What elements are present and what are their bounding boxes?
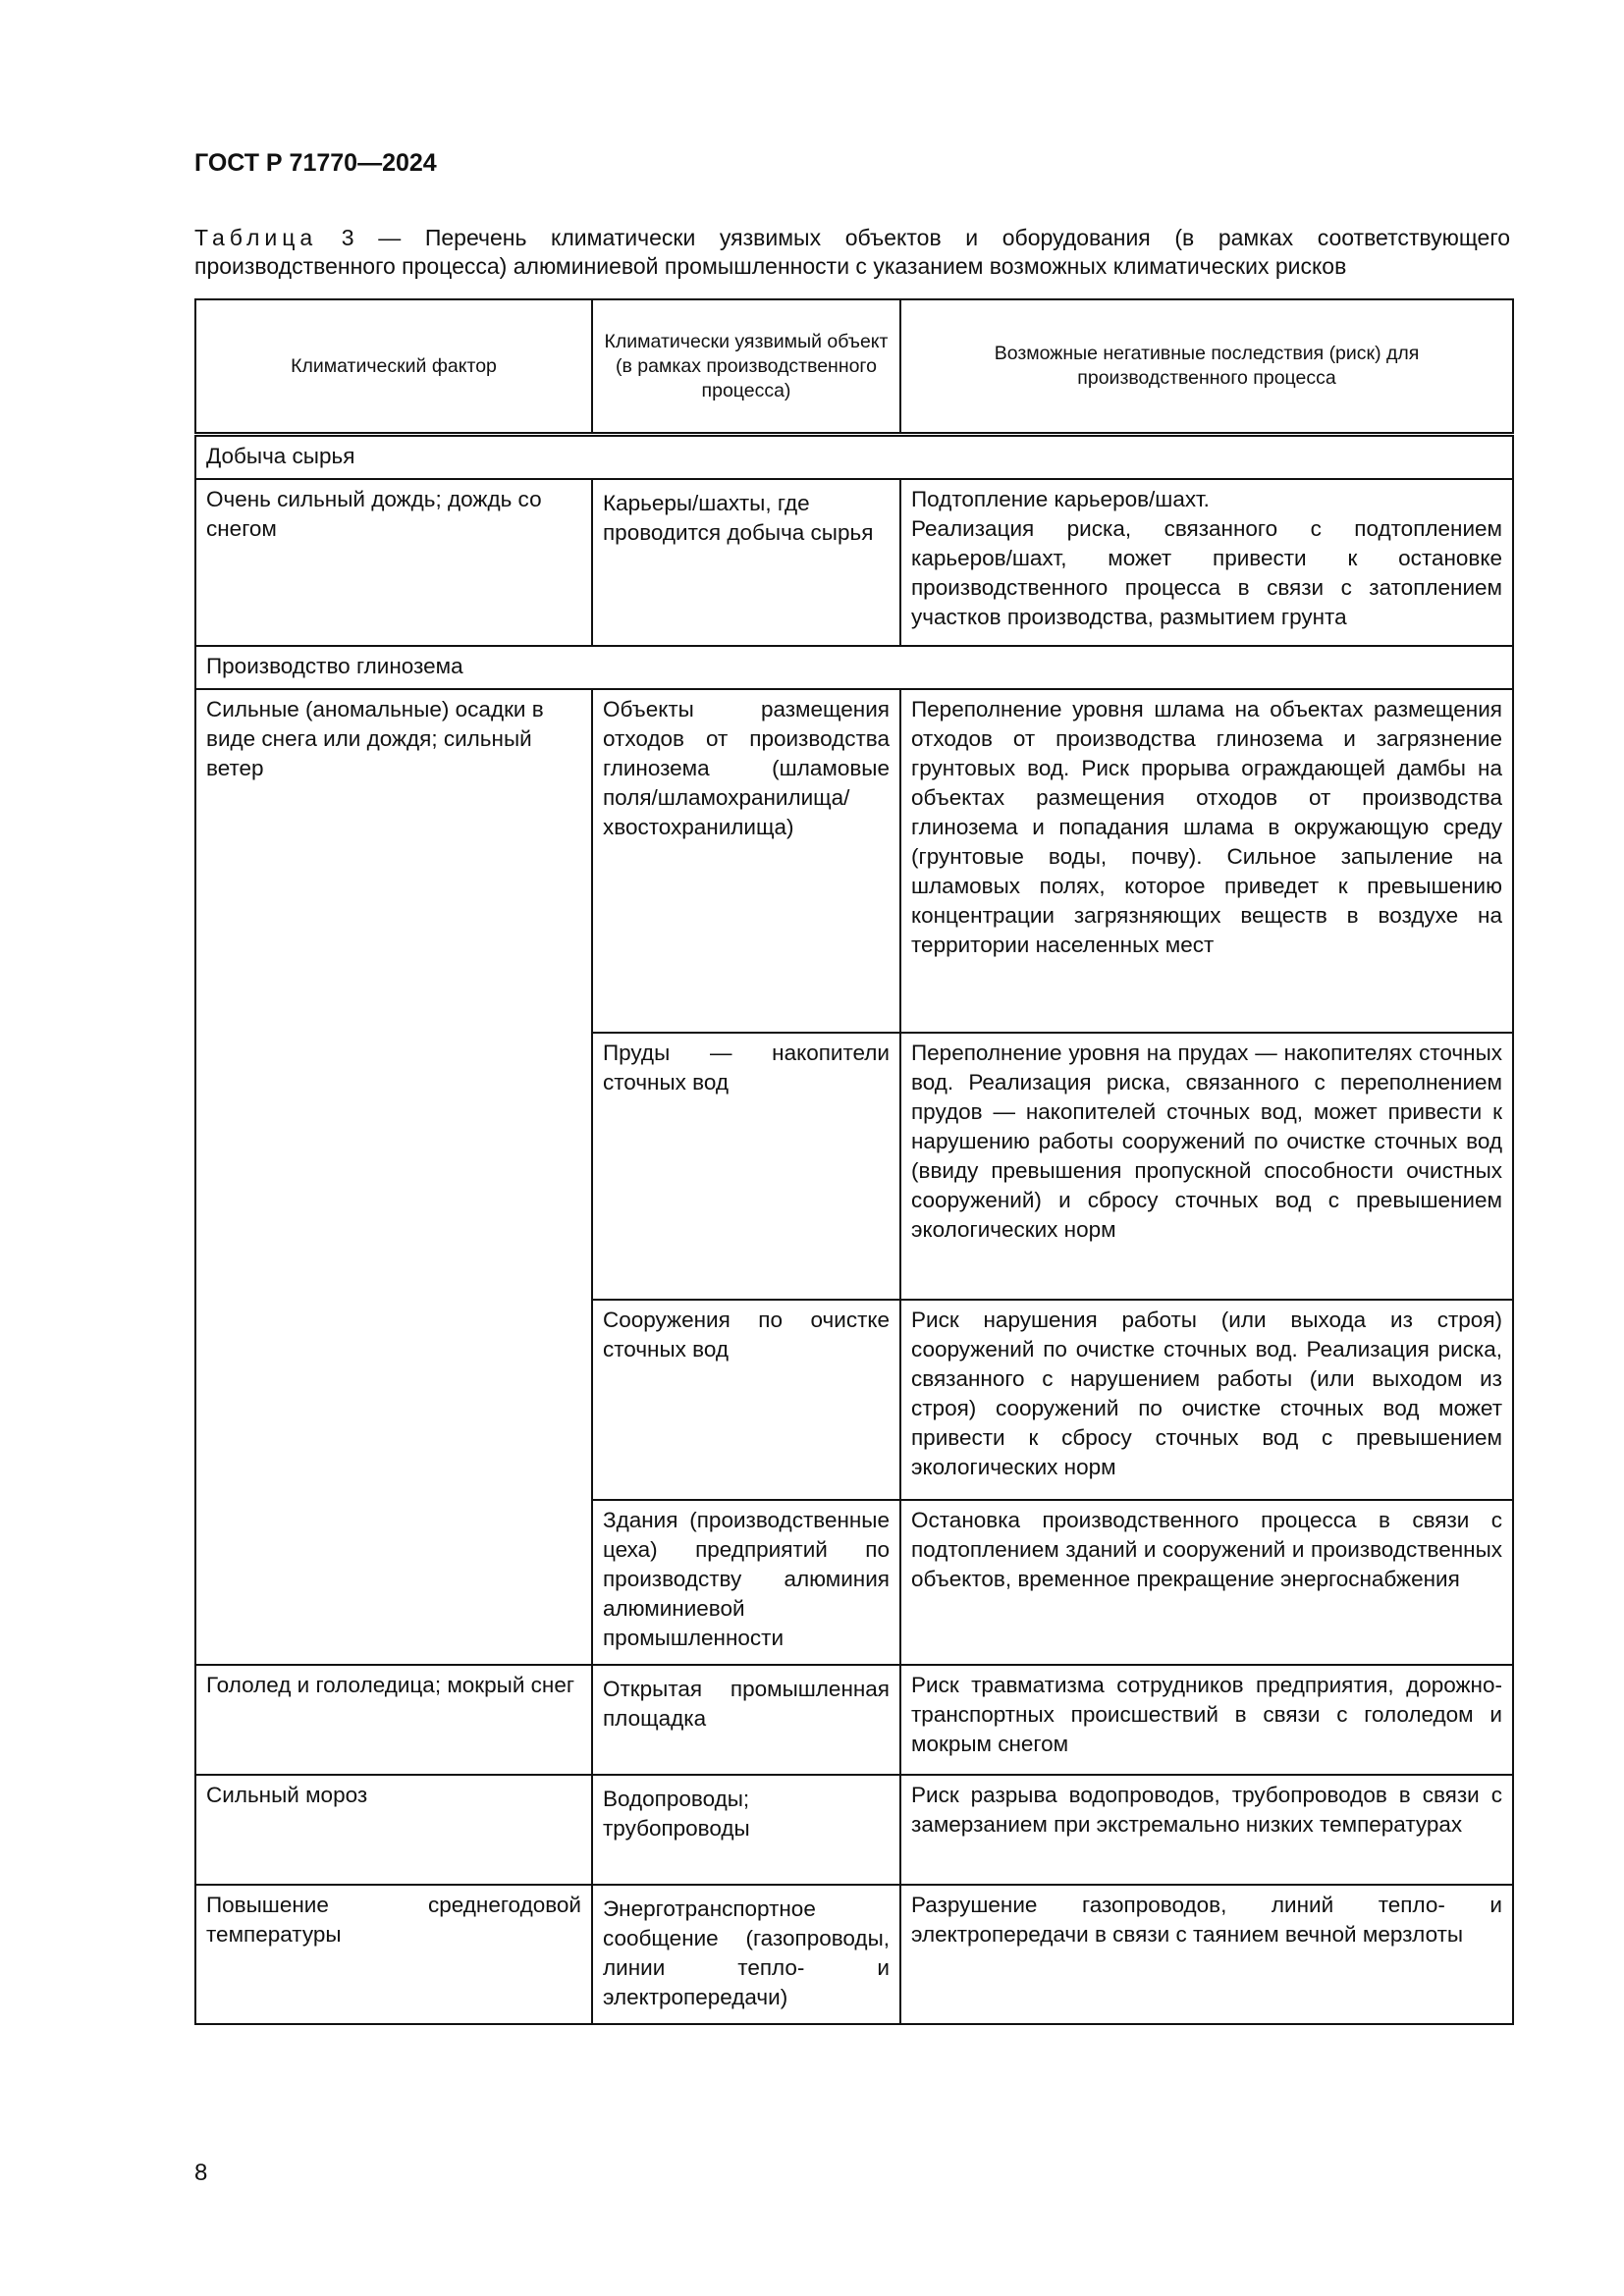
section-title: Производство глинозема — [195, 646, 1513, 689]
climate-factor-cell: Очень сильный дождь; дождь со снегом — [195, 479, 592, 646]
object-cell: Здания (производственные цеха) предприятий по производству алюминия алюминиевой промышленности — [592, 1500, 900, 1665]
table-caption-text: 3 — Перечень климатически уязвимых объектов и оборудования (в рамках соответствующего производственного процесса) алюминиевой промышленности с указанием возможных климатических рисков — [194, 225, 1510, 279]
table-row — [195, 689, 1513, 1033]
consequence-text: Подтопление карьеров/шахт. — [911, 487, 1210, 511]
consequence-text: Реализация риска, связанного с подтоплением карьеров/шахт, может привести к остановке производственного процесса в связи с затоплением участков производства, размытием грунта — [911, 516, 1502, 629]
section-title: Добыча сырья — [195, 435, 1513, 480]
climate-factor-cell: Повышение среднегодовой температуры — [195, 1885, 592, 2024]
page-number: 8 — [194, 2160, 208, 2186]
document-code: ГОСТ Р 71770—2024 — [194, 149, 437, 177]
object-cell: Сооружения по очистке сточных вод — [592, 1300, 900, 1500]
table-header-row — [195, 299, 1513, 435]
consequence-cell: Риск травматизма сотрудников предприятия, дорожно-транспортных происшествий в связи с гололедом и мокрым снегом — [900, 1665, 1513, 1775]
header-climate-factor: Климатический фактор — [195, 299, 592, 435]
consequence-cell: Переполнение уровня на прудах — накопителях сточных вод. Реализация риска, связанного с переполнением прудов — накопителей сточных вод, может привести к нарушению работы сооружений по очистке сточных вод (ввиду превышения пропускной способности очистных сооружений) и сбросу сточных вод с превышением экологических норм — [900, 1033, 1513, 1300]
consequence-cell — [900, 479, 1513, 646]
object-cell: Объекты размещения отходов от производства глинозема (шламовые поля/шламохранилища/ хвостохранилища) — [592, 689, 900, 1033]
climate-factor-cell: Сильный мороз — [195, 1775, 592, 1885]
section-row-raw-extraction — [195, 435, 1513, 480]
climate-factor-cell: Сильные (аномальные) осадки в виде снега или дождя; сильный ветер — [195, 689, 592, 1665]
table-row — [195, 1775, 1513, 1885]
table-caption-label: Таблица — [194, 225, 318, 250]
consequence-cell: Разрушение газопроводов, линий тепло- и электропередачи в связи с таянием вечной мерзлоты — [900, 1885, 1513, 2024]
consequence-cell: Риск разрыва водопроводов, трубопроводов в связи с замерзанием при экстремально низких температурах — [900, 1775, 1513, 1885]
consequence-cell: Остановка производственного процесса в связи с подтоплением зданий и сооружений и производственных объектов, временное прекращение энергоснабжения — [900, 1500, 1513, 1665]
table-row — [195, 1885, 1513, 2024]
header-negative-consequences: Возможные негативные последствия (риск) для производственного процесса — [900, 299, 1513, 435]
climate-risk-table — [194, 298, 1514, 2025]
object-cell: Открытая промышленная площадка — [592, 1665, 900, 1775]
object-cell: Водопроводы; трубопроводы — [592, 1775, 900, 1885]
header-vulnerable-object: Климатически уязвимый объект (в рамках производственного процесса) — [592, 299, 900, 435]
object-cell: Энерготранспортное сообщение (газопроводы, линии тепло- и электропередачи) — [592, 1885, 900, 2024]
climate-factor-cell: Гололед и гололедица; мокрый снег — [195, 1665, 592, 1775]
table-row — [195, 1665, 1513, 1775]
object-cell: Пруды — накопители сточных вод — [592, 1033, 900, 1300]
consequence-cell: Риск нарушения работы (или выхода из строя) сооружений по очистке сточных вод. Реализация риска, связанного с нарушением работы (или выходом из строя) сооружений по очистке сточных вод может привести к сбросу сточных вод с превышением экологических норм — [900, 1300, 1513, 1500]
consequence-cell: Переполнение уровня шлама на объектах размещения отходов от производства глинозема и загрязнение грунтовых вод. Риск прорыва ограждающей дамбы на объектах размещения отходов от производства глинозема и попадания шлама в окружающую среду (грунтовые воды, почву). Сильное запыление на шламовых полях, которое приведет к превышению концентрации загрязняющих веществ в воздухе на территории населенных мест — [900, 689, 1513, 1033]
table-caption — [194, 224, 1510, 281]
table-row — [195, 479, 1513, 646]
section-row-alumina-production — [195, 646, 1513, 689]
object-cell: Карьеры/шахты, где проводится добыча сырья — [592, 479, 900, 646]
